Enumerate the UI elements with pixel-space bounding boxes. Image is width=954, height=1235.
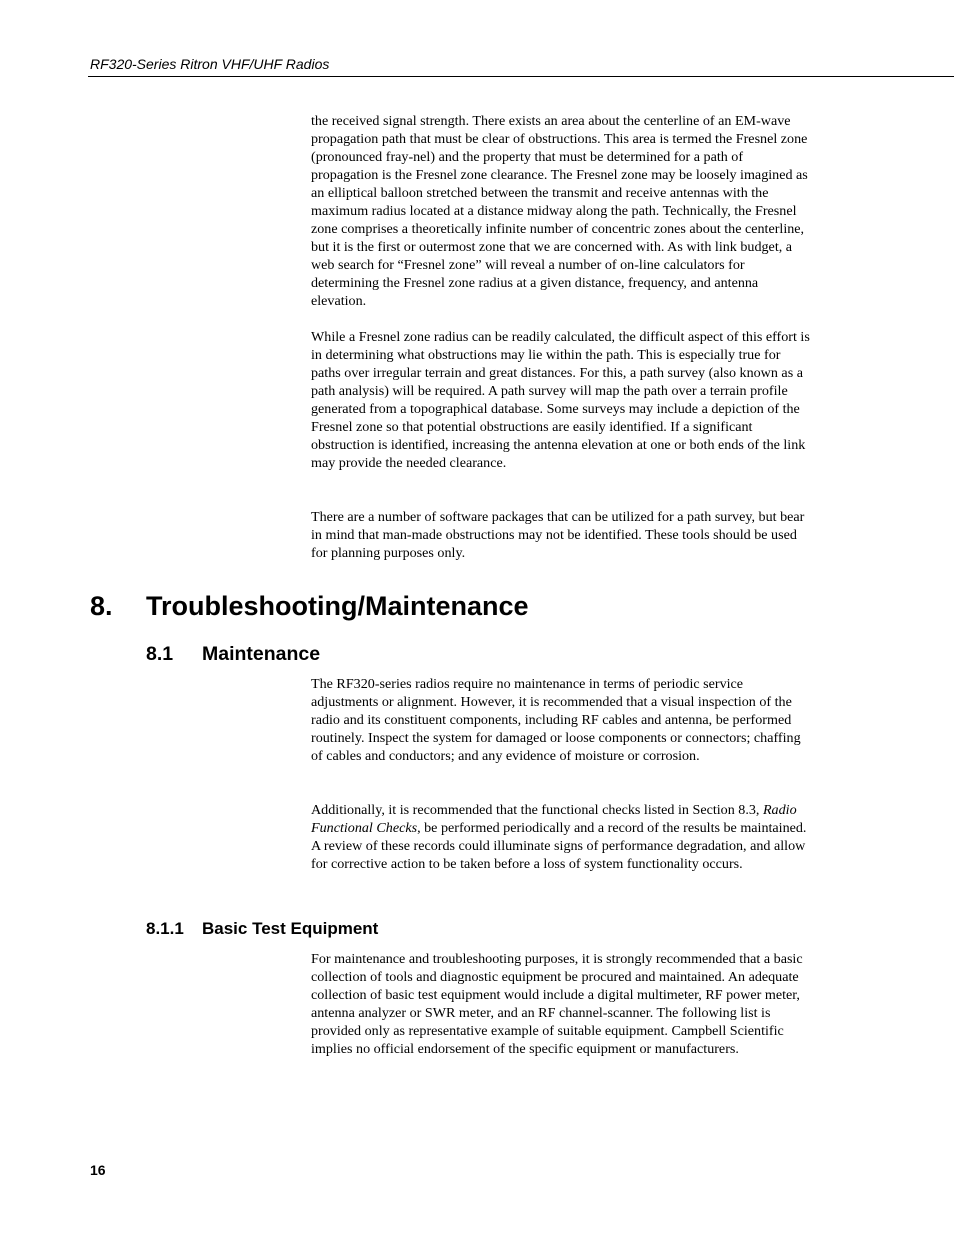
section-number: 8.: [90, 591, 113, 621]
page-number: 16: [90, 1162, 106, 1178]
section-number: 8.1: [146, 643, 174, 665]
maintenance-text: [311, 675, 811, 765]
paragraph-fresnel-zone: the received signal strength. There exists an area about the centerline of an EM-wave propagation path that must be clear of obstructions. This area is termed the Fresnel zone (pronounced fray-nel) and the property that must be determined for a path of propagation is the Fresnel zone clearance. The Fresnel zone may be loosely imagined as an elliptical balloon stretched between the transmit and receive antennas with the maximum radius located at a distance midway along the path. Technically, the Fresnel zone comprises a theoretically infinite number of concentric zones about the centerline, but it is the first or outermost zone that we are concerned with. As with link budget, a web search for “Fresnel zone” will reveal a number of on-line calculators for determining the Fresnel zone radius at a given distance, frequency, and antenna elevation.: [311, 113, 808, 309]
section-heading-8-1: [146, 641, 320, 667]
section-number: 8.1.1: [146, 919, 184, 938]
paragraph-maintenance: The RF320-series radios require no maintenance in terms of periodic service adjustments or alignment. However, it is recommended that a visual inspection of the radio and its constituent components, including RF cables and antenna, be performed routinely. Inspect the system for damaged or loose components or connectors; chaffing of cables and conductors; and any evidence of moisture or corrosion.: [311, 676, 801, 764]
paragraph-test-equipment: For maintenance and troubleshooting purposes, it is strongly recommended that a basic collection of tools and diagnostic equipment be procured and maintained. An adequate collection of basic test equipment would include a digital multimeter, RF power meter, antenna analyzer or SWR meter, and an RF channel-scanner. The following list is provided only as representative example of suitable equipment. Campbell Scientific implies no official endorsement of the specific equipment or manufacturers.: [311, 951, 803, 1057]
intro-text: [311, 112, 811, 310]
intro-text-3: [311, 508, 811, 562]
paragraph-functional-checks: [311, 801, 811, 873]
section-title: Maintenance: [202, 643, 321, 665]
paragraph-rest: , be performed periodically and a record of the results be maintained. A review of these records could illuminate signs of performance degradation, and allow for corrective action to be taken before a loss of system functionality occurs.: [311, 820, 807, 872]
test-equipment-text: [311, 950, 811, 1058]
cross-reference: Radio Functional Checks: [311, 802, 797, 836]
intro-text-2: [311, 328, 811, 472]
section-title: Troubleshooting/Maintenance: [146, 591, 529, 621]
section-heading-8: [90, 588, 529, 624]
maintenance-text-2: [311, 801, 811, 873]
header-rule: [88, 76, 954, 77]
section-title: Basic Test Equipment: [202, 919, 379, 938]
running-header: RF320-Series Ritron VHF/UHF Radios: [90, 56, 330, 72]
paragraph-lead: Additionally, it is recommended that the functional checks listed in Section 8.3,: [311, 802, 763, 818]
paragraph-path-survey: While a Fresnel zone radius can be readily calculated, the difficult aspect of this effort is in determining what obstructions may lie within the path. This is especially true for paths over irregular terrain and great distances. For this, a path survey (also known as a path analysis) will be required. A path survey will map the path over a terrain profile generated from a topographical database. Some surveys may include a depiction of the Fresnel zone so that potential obstructions are easily identified. If a significant obstruction is identified, increasing the antenna elevation at one or both ends of the link may provide the needed clearance.: [311, 329, 810, 471]
paragraph-software-packages: There are a number of software packages that can be utilized for a path survey, but bear in mind that man-made obstructions may not be identified. These tools should be used for planning purposes only.: [311, 509, 805, 561]
section-heading-8-1-1: [146, 918, 378, 940]
